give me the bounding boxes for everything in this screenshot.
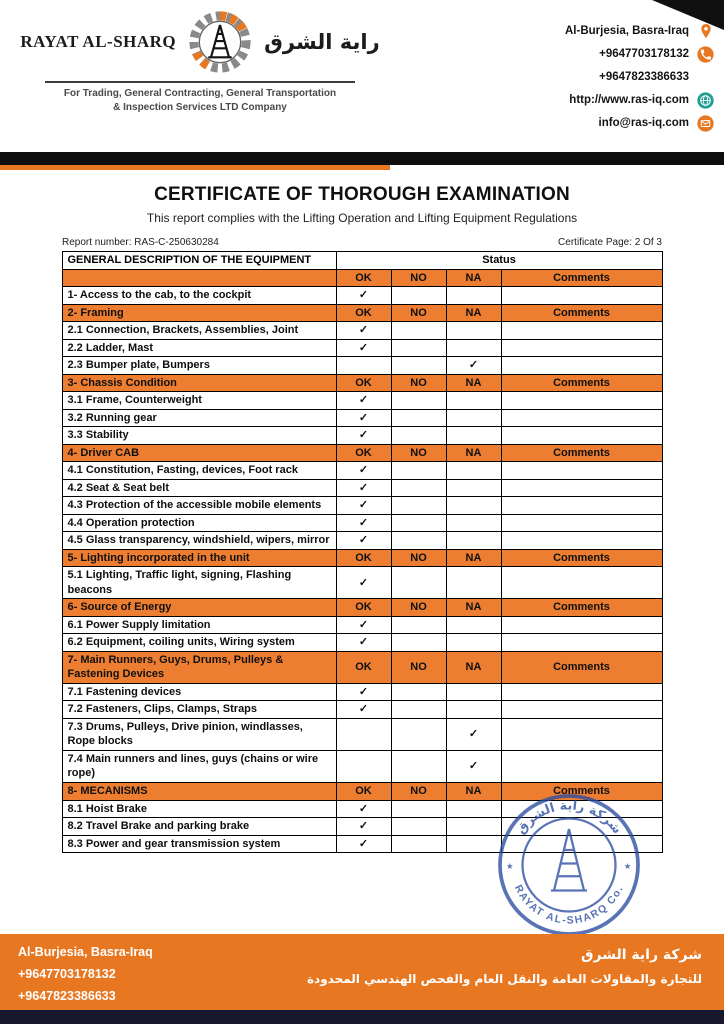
item-label: 7.2 Fasteners, Clips, Clamps, Straps [62,701,336,719]
description-header: GENERAL DESCRIPTION OF THE EQUIPMENT [62,252,336,270]
empty-cell [501,339,662,357]
empty-cell [446,427,501,445]
stamp-star-left: ★ [506,861,514,871]
empty-cell [391,427,446,445]
checkmark-ok: ✓ [336,409,391,427]
item-label: 4.1 Constitution, Fasting, devices, Foot rack [62,462,336,480]
column-header-na: NA [446,549,501,567]
empty-cell [501,462,662,480]
column-header-no: NO [391,549,446,567]
empty-cell [446,701,501,719]
page-subtitle: This report complies with the Lifting Operation and Lifting Equipment Regulations [146,211,578,225]
item-row [62,514,662,532]
column-header-ok: OK [336,549,391,567]
checkmark-ok: ✓ [336,392,391,410]
footer-band [0,934,724,1010]
empty-cell [391,357,446,375]
column-header-na: NA [446,374,501,392]
section-label: 3- Chassis Condition [62,374,336,392]
report-number: Report number: RAS-C-250630284 [62,237,219,248]
column-header-na: NA [446,304,501,322]
item-label: 8.3 Power and gear transmission system [62,835,336,853]
orange-band [0,165,390,170]
checkmark-ok: ✓ [336,701,391,719]
column-header-comments: Comments [501,651,662,683]
empty-cell [446,683,501,701]
empty-cell [391,392,446,410]
phone-icon [697,46,714,63]
item-row [62,683,662,701]
empty-cell [446,392,501,410]
empty-cell [446,497,501,515]
contact-phone-2 [599,68,714,86]
column-header-no: NO [391,444,446,462]
item-label: 3.1 Frame, Counterweight [62,392,336,410]
status-header: Status [336,252,662,270]
item-row [62,835,662,853]
contact-website [569,91,714,109]
empty-cell [501,818,662,836]
item-row [62,800,662,818]
empty-cell [501,634,662,652]
empty-cell [391,409,446,427]
footer-contact-block [18,941,153,1007]
section-label: 8- MECANISMS [62,782,336,800]
column-header-ok: OK [336,782,391,800]
empty-cell [501,800,662,818]
item-label: 7.4 Main runners and lines, guys (chains or wire rope) [62,750,336,782]
empty-cell [391,835,446,853]
stamp-text-english: RAYAT AL-SHARQ Co. [511,883,626,927]
checkmark-ok: ✓ [336,497,391,515]
checkmark-na: ✓ [446,357,501,375]
website-text: http://www.ras-iq.com [569,94,689,106]
empty-cell [501,683,662,701]
checkmark-na: ✓ [446,750,501,782]
column-header-no: NO [391,374,446,392]
column-header-no: NO [391,599,446,617]
item-row [62,427,662,445]
contact-email [599,114,714,132]
address-text: Al-Burjesia, Basra-Iraq [565,25,689,37]
item-label: 4.5 Glass transparency, windshield, wipers, mirror [62,532,336,550]
section-row [62,444,662,462]
item-row [62,701,662,719]
item-label: 4.4 Operation protection [62,514,336,532]
item-label: 4.2 Seat & Seat belt [62,479,336,497]
section-label: 2- Framing [62,304,336,322]
empty-cell [391,514,446,532]
checkmark-ok: ✓ [336,287,391,305]
company-name-en: RAYAT AL-SHARQ [20,32,177,51]
email-text: info@ras-iq.com [598,117,689,129]
column-header-comments: Comments [501,444,662,462]
empty-cell [391,532,446,550]
column-header-comments: Comments [501,269,662,287]
item-row [62,392,662,410]
footer-phone-2: +9647823386633 [18,989,116,1003]
item-label: 2.2 Ladder, Mast [62,339,336,357]
column-header-na: NA [446,599,501,617]
icon-spacer [697,69,714,86]
checkmark-ok: ✓ [336,634,391,652]
company-tagline-line1: For Trading, General Contracting, General Transportation [63,88,337,99]
item-label: 1- Access to the cab, to the cockpit [62,287,336,305]
empty-cell [501,392,662,410]
item-label: 5.1 Lighting, Traffic light, signing, Flashing beacons [62,567,336,599]
item-row [62,479,662,497]
section-row [62,269,662,287]
item-label: 4.3 Protection of the accessible mobile elements [62,497,336,515]
section-row [62,651,662,683]
item-label: 2.3 Bumper plate, Bumpers [62,357,336,375]
page-header [0,0,724,152]
page-title: CERTIFICATE OF THOROUGH EXAMINATION [154,184,570,205]
empty-cell [446,800,501,818]
item-row [62,532,662,550]
empty-cell [501,322,662,340]
certificate-page-number: Certificate Page: 2 Of 3 [558,237,662,248]
item-label: 3.3 Stability [62,427,336,445]
empty-cell [446,287,501,305]
section-row [62,374,662,392]
column-header-comments: Comments [501,782,662,800]
column-header-ok: OK [336,599,391,617]
checklist-body [62,269,662,853]
checkmark-ok: ✓ [336,800,391,818]
item-row [62,818,662,836]
column-header-no: NO [391,782,446,800]
location-pin-icon [697,23,714,40]
company-name-ar: راية الشرق [264,30,380,54]
stamp-text-arabic: شركة راية الشرق [513,798,625,838]
empty-cell [391,462,446,480]
empty-cell [336,750,391,782]
section-label: 4- Driver CAB [62,444,336,462]
empty-cell [446,567,501,599]
empty-cell [501,497,662,515]
empty-cell [501,357,662,375]
column-header-ok: OK [336,651,391,683]
examination-checklist-table [62,251,663,853]
footer-company-name-ar: شركة راية الشرق [581,947,702,963]
empty-cell [391,616,446,634]
column-header-no: NO [391,651,446,683]
checkmark-ok: ✓ [336,835,391,853]
checkmark-ok: ✓ [336,514,391,532]
item-row [62,634,662,652]
empty-cell [501,750,662,782]
item-row [62,322,662,340]
empty-cell [391,339,446,357]
phone2-text: +9647823386633 [599,71,689,83]
column-header-na: NA [446,444,501,462]
table-header-row [62,252,662,270]
item-row [62,750,662,782]
section-row [62,549,662,567]
item-row [62,287,662,305]
empty-cell [501,479,662,497]
column-header-no: NO [391,304,446,322]
empty-cell [391,287,446,305]
empty-cell [391,718,446,750]
empty-cell [446,835,501,853]
item-row [62,462,662,480]
envelope-icon [697,115,714,132]
empty-cell [501,567,662,599]
empty-cell [336,718,391,750]
empty-cell [446,322,501,340]
checkmark-ok: ✓ [336,567,391,599]
item-row [62,497,662,515]
checkmark-ok: ✓ [336,339,391,357]
section-row [62,304,662,322]
empty-cell [391,818,446,836]
gear-derrick-logo-icon [184,6,256,78]
empty-cell [391,497,446,515]
empty-cell [391,479,446,497]
globe-icon [697,92,714,109]
checkmark-ok: ✓ [336,683,391,701]
company-tagline-line2: & Inspection Services LTD Company [113,102,287,113]
empty-cell [446,409,501,427]
logo-divider [45,81,355,83]
empty-cell [501,427,662,445]
section-label [62,269,336,287]
empty-cell [501,701,662,719]
checkmark-na: ✓ [446,718,501,750]
empty-cell [446,462,501,480]
item-row [62,357,662,375]
empty-cell [391,750,446,782]
empty-cell [446,634,501,652]
item-label: 6.1 Power Supply limitation [62,616,336,634]
phone1-text: +9647703178132 [599,48,689,60]
column-header-no: NO [391,269,446,287]
checkmark-ok: ✓ [336,479,391,497]
empty-cell [446,339,501,357]
empty-cell [501,718,662,750]
empty-cell [446,479,501,497]
empty-cell [391,634,446,652]
contact-address [565,22,714,40]
empty-cell [501,616,662,634]
empty-cell [501,514,662,532]
item-label: 7.3 Drums, Pulleys, Drive pinion, windlasses, Rope blocks [62,718,336,750]
item-row [62,718,662,750]
checkmark-ok: ✓ [336,532,391,550]
section-label: 7- Main Runners, Guys, Drums, Pulleys & Fastening Devices [62,651,336,683]
footer-company-desc-ar: للتجارة والمقاولات العامة والنقل العام والفحص الهندسي المحدودة [306,972,702,986]
empty-cell [446,532,501,550]
section-row [62,782,662,800]
empty-cell [391,567,446,599]
empty-cell [446,616,501,634]
column-header-ok: OK [336,304,391,322]
footer-dark-bar [0,1010,724,1024]
column-header-comments: Comments [501,549,662,567]
column-header-comments: Comments [501,374,662,392]
checkmark-ok: ✓ [336,462,391,480]
empty-cell [391,322,446,340]
empty-cell [336,357,391,375]
column-header-comments: Comments [501,599,662,617]
column-header-comments: Comments [501,304,662,322]
empty-cell [501,835,662,853]
black-band [0,152,724,165]
item-label: 8.1 Hoist Brake [62,800,336,818]
item-row [62,616,662,634]
footer-address: Al-Burjesia, Basra-Iraq [18,945,153,959]
empty-cell [391,800,446,818]
checkmark-ok: ✓ [336,818,391,836]
report-meta [62,237,662,248]
item-label: 3.2 Running gear [62,409,336,427]
section-row [62,599,662,617]
item-label: 8.2 Travel Brake and parking brake [62,818,336,836]
contact-phone-1 [599,45,714,63]
empty-cell [501,287,662,305]
empty-cell [501,409,662,427]
footer-phone-1: +9647703178132 [18,967,116,981]
section-label: 6- Source of Energy [62,599,336,617]
empty-cell [391,701,446,719]
empty-cell [501,532,662,550]
contact-info [565,22,714,132]
stamp-star-right: ★ [623,861,632,871]
column-header-ok: OK [336,374,391,392]
checkmark-ok: ✓ [336,322,391,340]
company-logo [20,6,380,115]
svg-text:RAYAT AL-SHARQ Co. [512,883,626,927]
section-label: 5- Lighting incorporated in the unit [62,549,336,567]
item-row [62,409,662,427]
footer-arabic-block [307,942,702,990]
item-row [62,567,662,599]
column-header-ok: OK [336,444,391,462]
column-header-na: NA [446,269,501,287]
checkmark-ok: ✓ [336,616,391,634]
item-label: 2.1 Connection, Brackets, Assemblies, Joint [62,322,336,340]
checkmark-ok: ✓ [336,427,391,445]
empty-cell [446,514,501,532]
item-label: 7.1 Fastening devices [62,683,336,701]
empty-cell [391,683,446,701]
column-header-na: NA [446,782,501,800]
column-header-ok: OK [336,269,391,287]
item-label: 6.2 Equipment, coiling units, Wiring system [62,634,336,652]
empty-cell [446,818,501,836]
item-row [62,339,662,357]
column-header-na: NA [446,651,501,683]
